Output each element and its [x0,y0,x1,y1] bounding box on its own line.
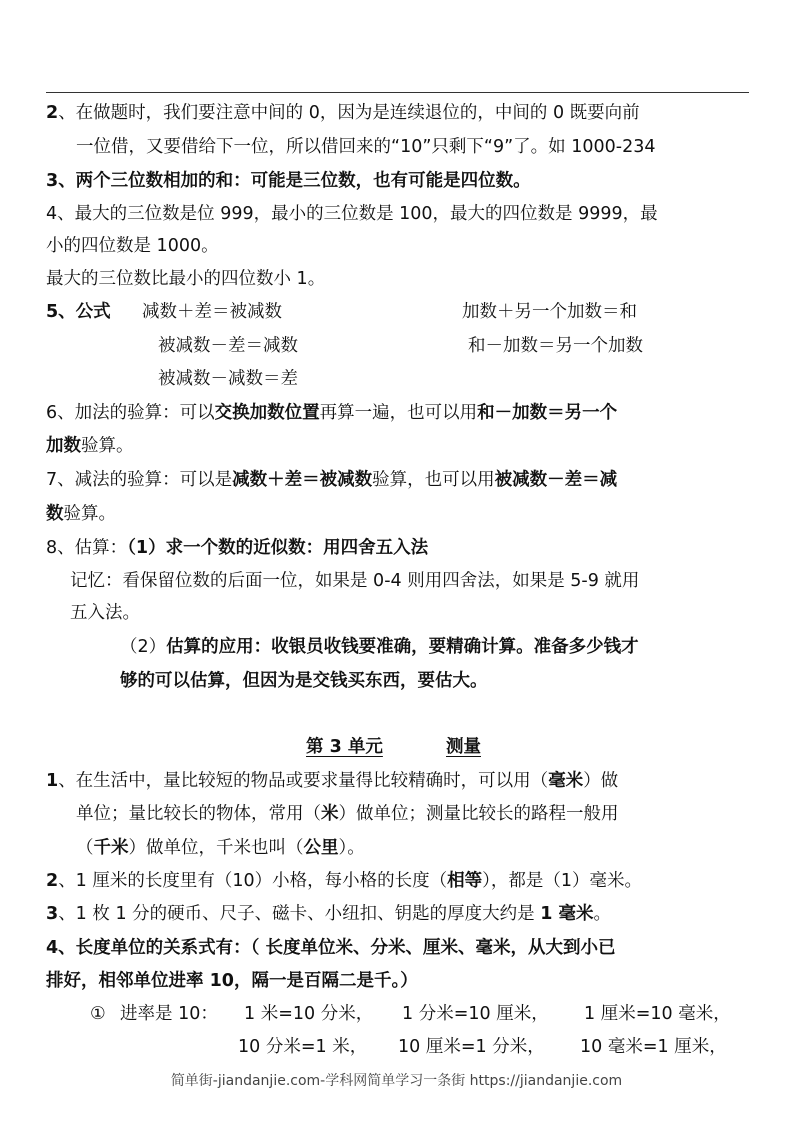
item-5-label: 5、公式 [46,302,111,322]
item-7-bold-a: 减数＋差＝被减数 [232,470,373,490]
measure-1-text-e: （ [76,838,94,858]
measure-1-text-c: 单位；量比较长的物体，常用（ [76,804,321,824]
item-8-memo-line1: 记忆：看保留位数的后面一位，如果是 0-4 则用四舍法，如果是 5-9 就用 [70,571,640,591]
footer-watermark: 简单街-jiandanjie.com-学科网简单学习一条街 https://jiandanjie.com [170,1073,623,1089]
measure-3-number: 3 [46,904,59,924]
measure-1-number: 1 [46,771,59,791]
item-8-label: 8、估算： [46,538,128,558]
measure-3-1mm: 1 毫米 [540,904,594,924]
measure-1-km: 千米 [93,838,129,858]
unit-title: 第 3 单元 [306,737,383,757]
item-7-bold-c: 数 [46,504,64,524]
rate-dm-m: 10 分米=1 米， [238,1037,368,1057]
measure-1-text-d: ）做单位；测量比较长的路程一般用 [338,804,619,824]
measure-3 [46,902,611,926]
item-8-app-text: 估算的应用：收银员收钱要准确，要精确计算。准备多少钱才 [166,637,639,657]
measure-2-text-a: 、1 厘米的长度里有（10）小格，每小格的长度（ [58,871,448,891]
item-6-bold-c: 加数 [46,436,81,456]
item-7-line2 [46,502,116,526]
header-rule [46,92,749,93]
measure-1-text-a: 、在生活中，量比较短的物品或要求量得比较精确时，可以用（ [58,771,549,791]
formula-minuend-minus-subtrahend: 被减数－减数＝差 [158,369,298,389]
measure-1-line3 [76,836,365,860]
measure-4-line2: 排好，相邻单位进率 10，隔一是百隔二是千。） [46,971,418,991]
measure-3-text-a: 、1 枚 1 分的硬币、尺子、磁卡、小纽扣、钥匙的厚度大约是 [58,904,541,924]
item-6-text-c: 验算。 [81,436,134,456]
item-3-number: 3 [46,171,59,191]
item-6-line1 [46,401,617,425]
item-2-line2: 一位借，又要借给下一位，所以借回来的“10”只剩下“9”了。如 1000-234 [76,137,656,157]
rate-dm-cm: 1 分米=10 厘米， [402,1004,549,1024]
formula-addend-plus-addend: 加数＋另一个加数＝和 [462,302,637,322]
formula-minuend-minus-difference: 被减数－差＝减数 [158,336,298,356]
item-8-application-line2: 够的可以估算，但因为是交钱买东西，要估大。 [120,671,488,691]
item-7-text-c: 验算。 [63,504,116,524]
item-2-line1 [46,101,640,125]
item-6-line2 [46,434,134,458]
rate-circle-number: ① [90,1004,106,1024]
measure-3-text-b: 。 [593,904,611,924]
unit-name: 测量 [446,737,481,757]
measure-1-line2 [76,802,619,826]
item-6-text-b: 再算一遍，也可以用 [319,403,478,423]
rate-cm-dm: 10 厘米=1 分米， [398,1037,545,1057]
rate-cm-mm: 1 厘米=10 毫米， [584,1004,731,1024]
item-6-text-a: 6、加法的验算：可以 [46,403,215,423]
measure-2 [46,869,642,893]
item-3-text: 、两个三位数相加的和：可能是三位数，也有可能是四位数。 [58,171,531,191]
measure-1-text-f: ）做单位，千米也叫（ [128,838,304,858]
measure-2-equal: 相等 [447,871,483,891]
formula-sum-minus-addend: 和－加数＝另一个加数 [468,336,643,356]
item-4-line2: 小的四位数是 1000。 [46,236,219,256]
item-7-text-b: 验算，也可以用 [372,470,495,490]
measure-2-text-b: ），都是（1）毫米。 [482,871,643,891]
formula-subtrahend-plus-difference: 减数＋差＝被减数 [142,302,282,322]
item-6-bold-b: 和－加数＝另一个 [477,403,618,423]
measure-1-text-g: ）。 [338,838,365,858]
item-8-application-line1 [120,635,639,659]
measure-2-number: 2 [46,871,59,891]
measure-4-line1: 4、长度单位的关系式有：（ 长度单位米、分米、厘米、毫米，从大到小已 [46,938,616,958]
item-8-app-number: （2） [120,637,167,657]
item-6-bold-a: 交换加数位置 [214,403,320,423]
item-3 [46,169,531,193]
measure-1-line1 [46,769,618,793]
item-7-line1 [46,468,617,492]
item-2-text: 、在做题时，我们要注意中间的 0，因为是连续退位的，中间的 0 既要向前 [58,103,640,123]
rate-mm-cm: 10 毫米=1 厘米， [580,1037,727,1057]
rate-m-dm: 1 米=10 分米， [244,1004,374,1024]
measure-1-m: 米 [321,804,339,824]
measure-1-mm: 毫米 [548,771,584,791]
item-8-line1 [46,536,428,560]
item-7-bold-b: 被减数－差＝减 [494,470,618,490]
rate-label: 进率是 10： [120,1004,218,1024]
item-8-subheading-1: （1）求一个数的近似数：用四舍五入法 [127,538,429,558]
measure-1-text-b: ）做 [583,771,619,791]
item-2-number: 2 [46,103,59,123]
item-4-line3: 最大的三位数比最小的四位数小 1。 [46,269,326,289]
item-4-line1: 4、最大的三位数是位 999，最小的三位数是 100，最大的四位数是 9999，最 [46,204,658,224]
measure-1-gongli: 公里 [303,838,339,858]
item-8-memo-line2: 五入法。 [70,603,140,623]
item-7-text-a: 7、减法的验算：可以是 [46,470,233,490]
